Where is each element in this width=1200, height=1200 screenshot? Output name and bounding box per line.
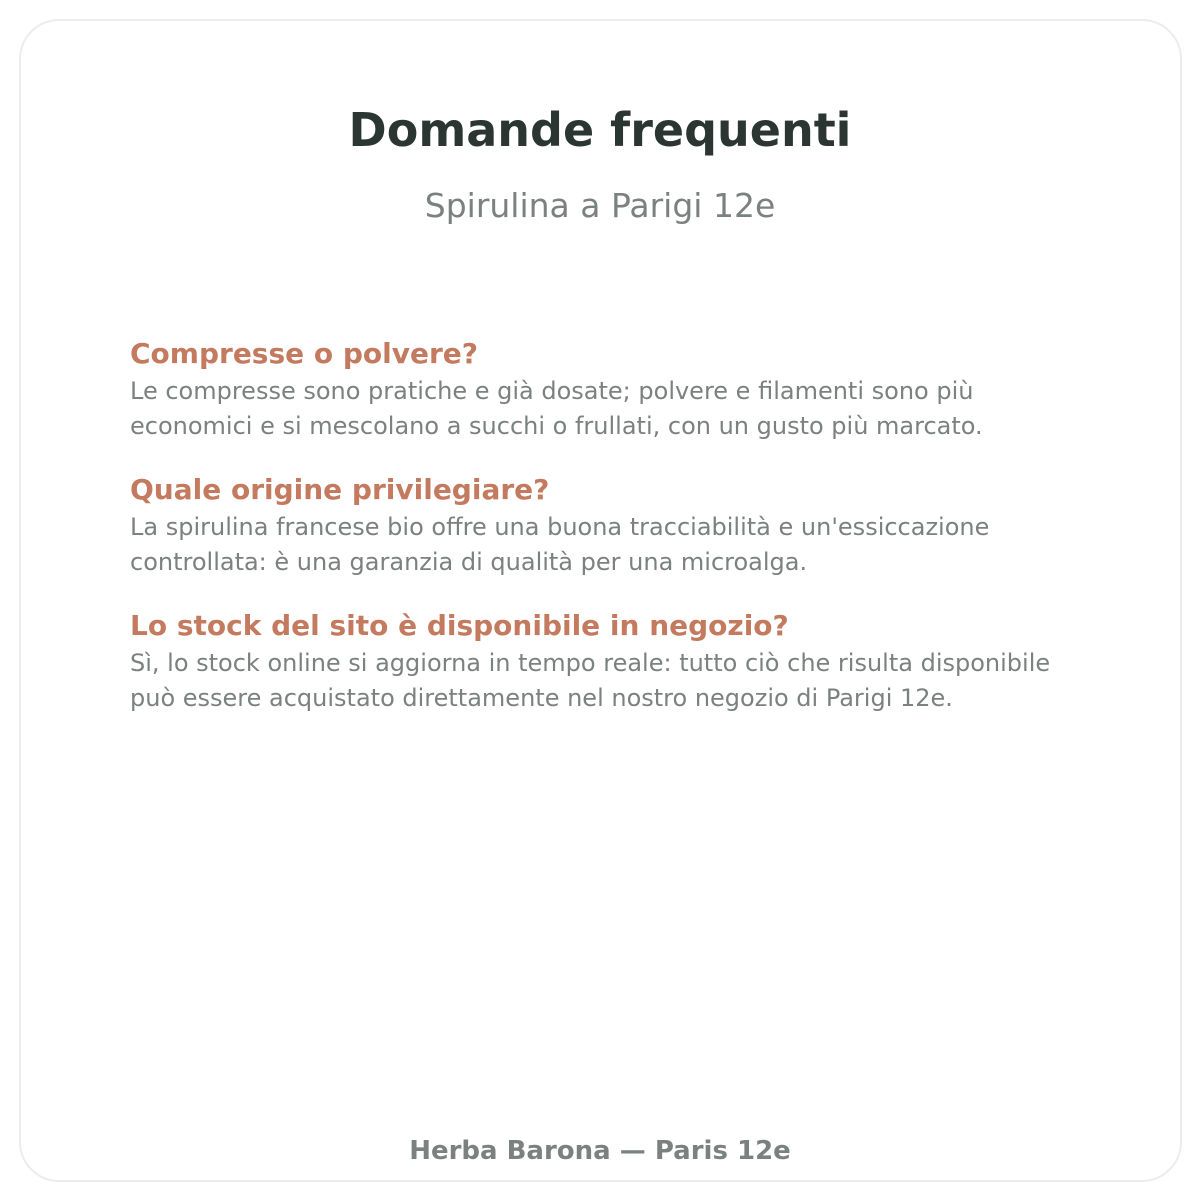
faq-answer: Le compresse sono pratiche e già dosate; polvere e filamenti sono più economici e si mescolano a succhi o frullati, con un gusto più marcato.	[130, 377, 983, 440]
page-title: Domande frequenti	[348, 103, 852, 157]
faq-question: Quale origine privilegiare?	[130, 473, 550, 506]
footer-brand: Herba Barona — Paris 12e	[409, 1136, 791, 1166]
faq-item	[130, 472, 1090, 580]
faq-question: Lo stock del sito è disponibile in negozio?	[130, 609, 789, 642]
faq-item	[130, 336, 1090, 444]
page-subtitle: Spirulina a Parigi 12e	[424, 186, 776, 225]
faq-answer: La spirulina francese bio offre una buona tracciabilità e un'essiccazione controllata: è una garanzia di qualità per una microalga.	[130, 513, 990, 576]
faq-answer: Sì, lo stock online si aggiorna in tempo reale: tutto ciò che risulta disponibile può essere acquistato direttamente nel nostro negozio di Parigi 12e.	[130, 649, 1051, 712]
faq-question: Compresse o polvere?	[130, 337, 479, 370]
faq-item	[130, 608, 1090, 716]
faq-list	[130, 336, 1090, 744]
